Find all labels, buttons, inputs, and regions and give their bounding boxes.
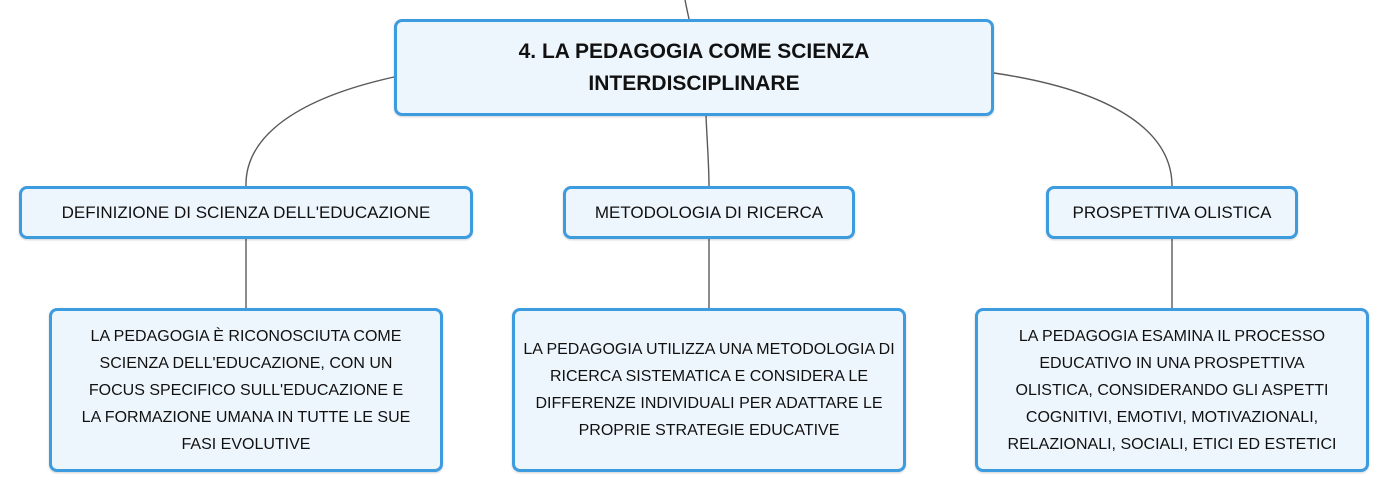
branch-prospettiva-label: PROSPETTIVA OLISTICA — [1072, 202, 1272, 222]
branch-definizione-label: DEFINIZIONE DI SCIENZA DELL'EDUCAZIONE — [61, 202, 431, 222]
detail-metodologia[interactable] — [512, 308, 906, 472]
branch-definizione[interactable] — [19, 186, 473, 239]
detail-prospettiva[interactable] — [975, 308, 1369, 472]
detail-metodologia-text: LA PEDAGOGIA UTILIZZA UNA METODOLOGIA DI RICERCA SISTEMATICA E CONSIDERA LE DIFFERENZE INDIVIDUALI PER ADATTARE LE PROPRIE STRATEGIE EDUCATIVE — [523, 341, 895, 439]
connector-root-to-branch-2 — [706, 116, 709, 186]
detail-definizione[interactable] — [49, 308, 443, 472]
branch-metodologia[interactable] — [563, 186, 855, 239]
connector-root-to-branch-3 — [994, 73, 1172, 186]
connector-parent-to-root — [685, 0, 689, 19]
branch-metodologia-label: METODOLOGIA DI RICERCA — [594, 202, 824, 222]
root-topic[interactable] — [394, 19, 994, 116]
branch-prospettiva[interactable] — [1046, 186, 1298, 239]
root-topic-label: 4. LA PEDAGOGIA COME SCIENZA INTERDISCIPLINARE — [518, 39, 870, 95]
detail-definizione-text: LA PEDAGOGIA È RICONOSCIUTA COME SCIENZA DELL'EDUCAZIONE, CON UN FOCUS SPECIFICO SULL'EDUCAZIONE E LA FORMAZIONE UMANA IN TUTTE LE SUE FASI EVOLUTIVE — [81, 327, 411, 453]
detail-prospettiva-text: LA PEDAGOGIA ESAMINA IL PROCESSO EDUCATIVO IN UNA PROSPETTIVA OLISTICA, CONSIDERANDO GLI ASPETTI COGNITIVI, EMOTIVI, MOTIVAZIONALI, RELAZIONALI, SOCIALI, ETICI ED ESTETICI — [1007, 327, 1337, 453]
connector-root-to-branch-1 — [246, 77, 394, 186]
